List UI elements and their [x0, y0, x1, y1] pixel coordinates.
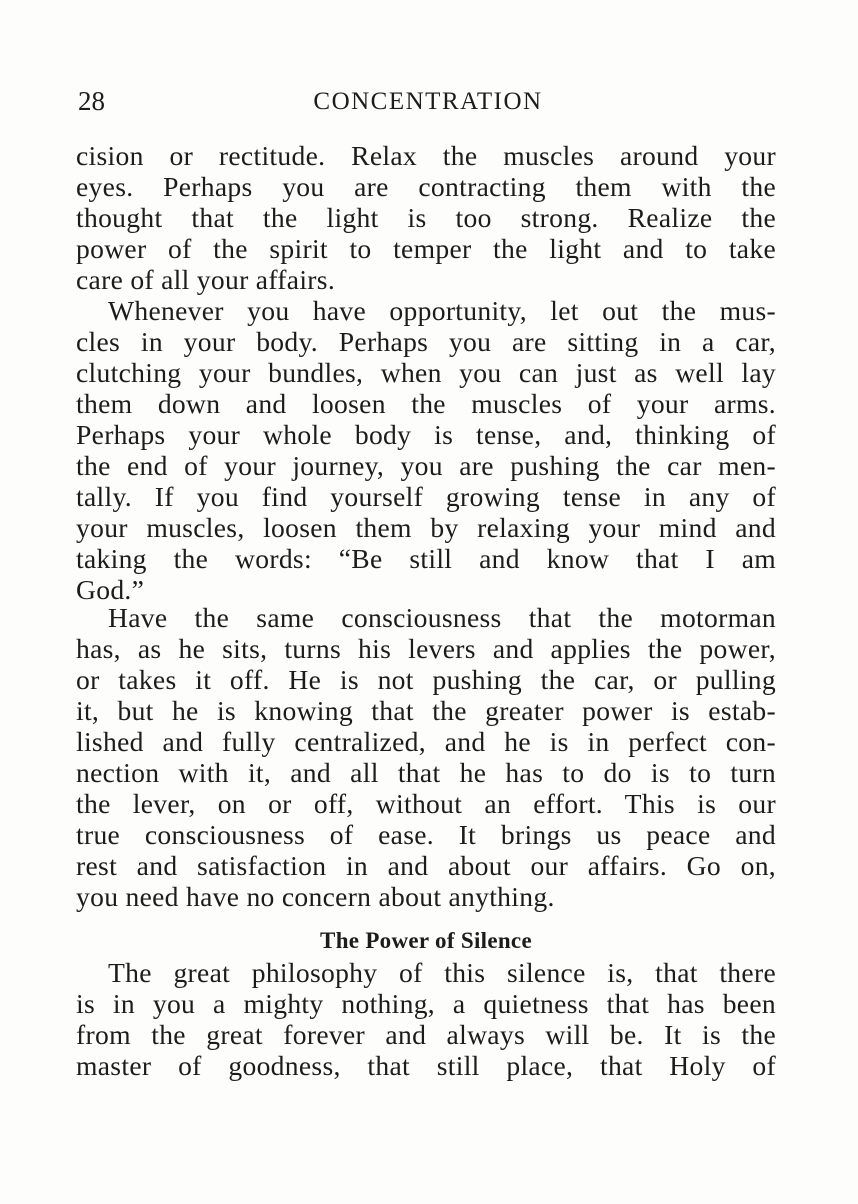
text-line: care of all your affairs.	[76, 264, 336, 295]
text-line: taking the words: “Be still and know that I am	[76, 543, 776, 574]
body-text-block-1	[76, 140, 776, 605]
text-line: cles in your body. Perhaps you are sitting in a car,	[76, 326, 776, 357]
page-number: 28	[78, 86, 105, 116]
text-line: master of goodness, that still place, that Holy of	[76, 1050, 776, 1081]
text-line: your muscles, loosen them by relaxing your mind and	[76, 512, 776, 543]
text-line: tally. If you find yourself growing tense in any of	[76, 481, 776, 512]
text-line: thought that the light is too strong. Realize the	[76, 202, 776, 233]
text-line: or takes it off. He is not pushing the car, or pulling	[76, 664, 776, 695]
text-line: power of the spirit to temper the light and to take	[76, 233, 776, 264]
text-line: cision or rectitude. Relax the muscles around your	[76, 140, 776, 171]
page-header	[78, 86, 778, 126]
text-line: Whenever you have opportunity, let out the mus-	[108, 295, 776, 326]
text-line: the end of your journey, you are pushing the car men-	[76, 450, 776, 481]
text-line: from the great forever and always will be. It is the	[76, 1019, 776, 1050]
text-line: you need have no concern about anything.	[76, 881, 555, 912]
running-title: CONCENTRATION	[313, 88, 543, 115]
text-line: rest and satisfaction in and about our affairs. Go on,	[76, 850, 776, 881]
body-text-block-3	[76, 957, 776, 1081]
text-line: it, but he is knowing that the greater power is estab-	[76, 695, 776, 726]
text-line: nection with it, and all that he has to do is to turn	[76, 757, 776, 788]
section-heading: The Power of Silence	[320, 928, 532, 953]
text-line: Perhaps your whole body is tense, and, thinking of	[76, 419, 776, 450]
text-line: The great philosophy of this silence is, that there	[108, 957, 776, 988]
text-line: eyes. Perhaps you are contracting them with the	[76, 171, 776, 202]
text-line: true consciousness of ease. It brings us peace and	[76, 819, 776, 850]
text-line: Have the same consciousness that the motorman	[108, 602, 776, 633]
text-line: has, as he sits, turns his levers and applies the power,	[76, 633, 776, 664]
text-line: is in you a mighty nothing, a quietness that has been	[76, 988, 776, 1019]
text-line: God.”	[76, 574, 145, 605]
text-line: them down and loosen the muscles of your arms.	[76, 388, 776, 419]
body-text-block-2	[76, 602, 776, 912]
text-line: clutching your bundles, when you can just as well lay	[76, 357, 776, 388]
text-line: lished and fully centralized, and he is in perfect con-	[76, 726, 776, 757]
text-line: the lever, on or off, without an effort. This is our	[76, 788, 776, 819]
